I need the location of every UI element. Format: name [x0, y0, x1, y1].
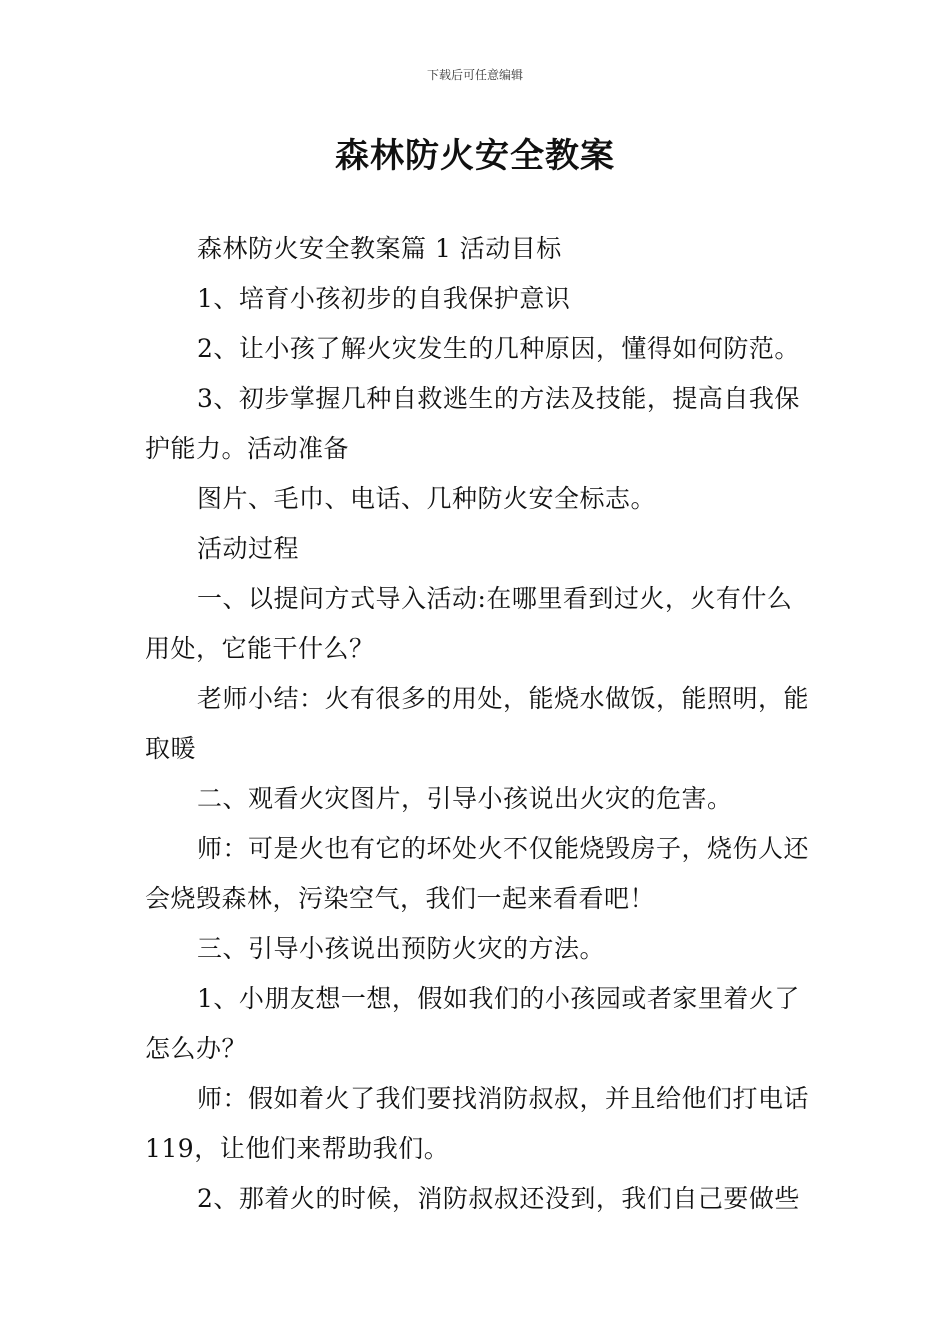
paragraph: 师：假如着火了我们要找消防叔叔，并且给他们打电话 119，让他们来帮助我们。	[145, 1084, 810, 1163]
paragraph: 图片、毛巾、电话、几种防火安全标志。	[197, 484, 657, 513]
paragraph: 3、初步掌握几种自救逃生的方法及技能，提高自我保护能力。活动准备	[145, 384, 800, 463]
paragraph: 1、小朋友想一想，假如我们的小孩园或者家里着火了怎么办？	[145, 984, 800, 1063]
paragraph: 活动过程	[197, 534, 300, 563]
paragraph: 三、引导小孩说出预防火灾的方法。	[197, 934, 606, 963]
paragraph: 2、那着火的时候，消防叔叔还没到，我们自己要做些	[197, 1184, 800, 1213]
header-note: 下载后可任意编辑	[426, 68, 523, 82]
paragraph: 2、让小孩了解火灾发生的几种原因，懂得如何防范。	[197, 334, 800, 363]
paragraph: 老师小结：火有很多的用处，能烧水做饭，能照明，能取暖	[145, 684, 810, 763]
paragraph: 一、以提问方式导入活动:在哪里看到过火，火有什么用处，它能干什么？	[145, 584, 793, 663]
document-body	[145, 224, 810, 1224]
paragraph: 二、观看火灾图片，引导小孩说出火灾的危害。	[197, 784, 733, 813]
document-title: 森林防火安全教案	[335, 136, 615, 176]
paragraph: 1、培育小孩初步的自我保护意识	[197, 284, 571, 313]
paragraph: 森林防火安全教案篇 1 活动目标	[197, 234, 562, 263]
paragraph: 师：可是火也有它的坏处火不仅能烧毁房子，烧伤人还会烧毁森林，污染空气，我们一起来看看吧！	[145, 834, 810, 913]
